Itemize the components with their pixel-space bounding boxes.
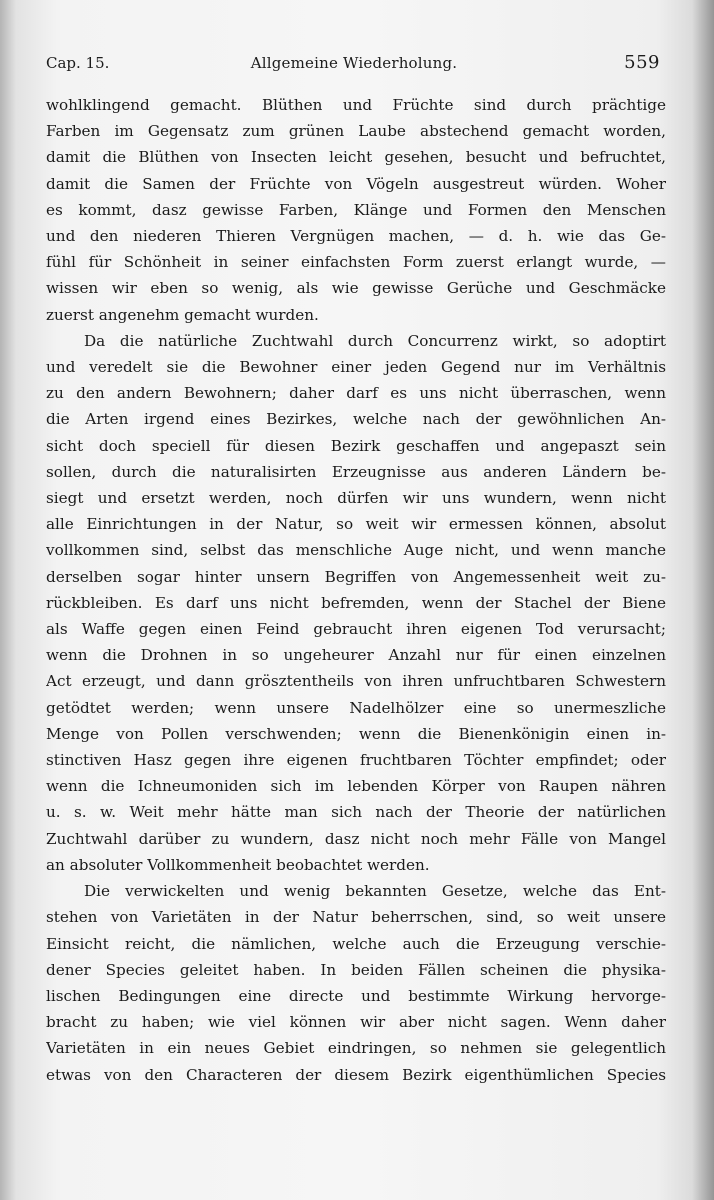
text-line: Menge von Pollen verschwenden; wenn die Bienenkönigin einen in- (46, 724, 666, 743)
text-line: und veredelt sie die Bewohner einer jeden Gegend nur im Verhältnis (46, 358, 666, 377)
paragraph-3 (46, 878, 666, 1088)
text-line: Da die natürliche Zuchtwahl durch Concurrenz wirkt, so adoptirt (84, 331, 666, 350)
text-line: sicht doch speciell für diesen Bezirk geschaffen und angepaszt sein (46, 436, 666, 455)
paragraph-2 (46, 328, 666, 878)
text-line: Farben im Gegensatz zum grünen Laube abstechend gemacht worden, (46, 122, 666, 141)
text-line: wenn die Ichneumoniden sich im lebenden Körper von Raupen nähren (46, 777, 666, 796)
text-line: etwas von den Characteren der diesem Bezirk eigenthümlichen Species (46, 1065, 666, 1084)
header-title: Allgemeine Wiederholung. (250, 54, 458, 72)
text-line: an absoluter Vollkommenheit beobachtet werden. (46, 855, 430, 874)
text-line: stehen von Varietäten in der Natur beherrschen, sind, so weit unsere (46, 908, 666, 927)
text-line: wissen wir eben so wenig, als wie gewisse Gerüche und Geschmäcke (46, 279, 666, 298)
text-line: zuerst angenehm gemacht wurden. (46, 305, 319, 324)
text-line: stinctiven Hasz gegen ihre eigenen fruchtbaren Töchter empfindet; oder (46, 751, 666, 770)
text-line: damit die Samen der Früchte von Vögeln ausgestreut würden. Woher (46, 174, 666, 193)
paragraph-1 (46, 92, 666, 328)
text-line: siegt und ersetzt werden, noch dürfen wir uns wundern, wenn nicht (46, 489, 666, 508)
text-line: Act erzeugt, und dann grösztentheils von ihren unfruchtbaren Schwestern (46, 672, 666, 691)
text-line: dener Species geleitet haben. In beiden Fällen scheinen die physika- (46, 960, 666, 979)
text-line: Die verwickelten und wenig bekannten Gesetze, welche das Ent- (84, 882, 666, 901)
text-line: bracht zu haben; wie viel können wir aber nicht sagen. Wenn daher (46, 1013, 666, 1032)
page-number: 559 (624, 52, 660, 73)
text-line: derselben sogar hinter unsern Begriffen von Angemessenheit weit zu- (46, 567, 666, 586)
left-page-shadow (0, 0, 16, 1200)
text-line: rückbleiben. Es darf uns nicht befremden, wenn der Stachel der Biene (46, 593, 666, 612)
text-line: als Waffe gegen einen Feind gebraucht ihren eigenen Tod verursacht; (46, 620, 666, 639)
text-line: sollen, durch die naturalisirten Erzeugnisse aus anderen Ländern be- (46, 462, 666, 481)
right-page-shadow (692, 0, 714, 1200)
text-line: wohlklingend gemacht. Blüthen und Früchte sind durch prächtige (46, 96, 666, 114)
text-line: es kommt, dasz gewisse Farben, Klänge und Formen den Menschen (46, 200, 666, 219)
text-line: damit die Blüthen von Insecten leicht gesehen, besucht und befruchtet, (46, 148, 666, 167)
text-line: Varietäten in ein neues Gebiet eindringen, so nehmen sie gelegentlich (46, 1039, 666, 1058)
text-line: wenn die Drohnen in so ungeheurer Anzahl nur für einen einzelnen (46, 646, 666, 665)
text-line: zu den andern Bewohnern; daher darf es uns nicht überraschen, wenn (46, 384, 666, 403)
body-text (46, 92, 666, 1088)
text-line: fühl für Schönheit in seiner einfachsten Form zuerst erlangt wurde, — (46, 253, 666, 272)
text-line: Zuchtwahl darüber zu wundern, dasz nicht noch mehr Fälle von Mangel (46, 829, 666, 848)
chapter-label: Cap. 15. (46, 54, 110, 72)
text-line: und den niederen Thieren Vergnügen machen, — d. h. wie das Ge- (46, 227, 666, 246)
text-line: Einsicht reicht, die nämlichen, welche auch die Erzeugung verschie- (46, 934, 666, 953)
text-line: vollkommen sind, selbst das menschliche Auge nicht, und wenn manche (46, 541, 666, 560)
text-line: getödtet werden; wenn unsere Nadelhölzer eine so unermeszliche (46, 698, 666, 717)
text-line: u. s. w. Weit mehr hätte man sich nach der Theorie der natürlichen (46, 803, 666, 822)
text-line: die Arten irgend eines Bezirkes, welche nach der gewöhnlichen An- (46, 410, 666, 429)
running-header (46, 52, 662, 78)
text-line: lischen Bedingungen eine directe und bestimmte Wirkung hervorge- (46, 986, 666, 1005)
text-line: alle Einrichtungen in der Natur, so weit wir ermessen können, absolut (46, 515, 666, 534)
